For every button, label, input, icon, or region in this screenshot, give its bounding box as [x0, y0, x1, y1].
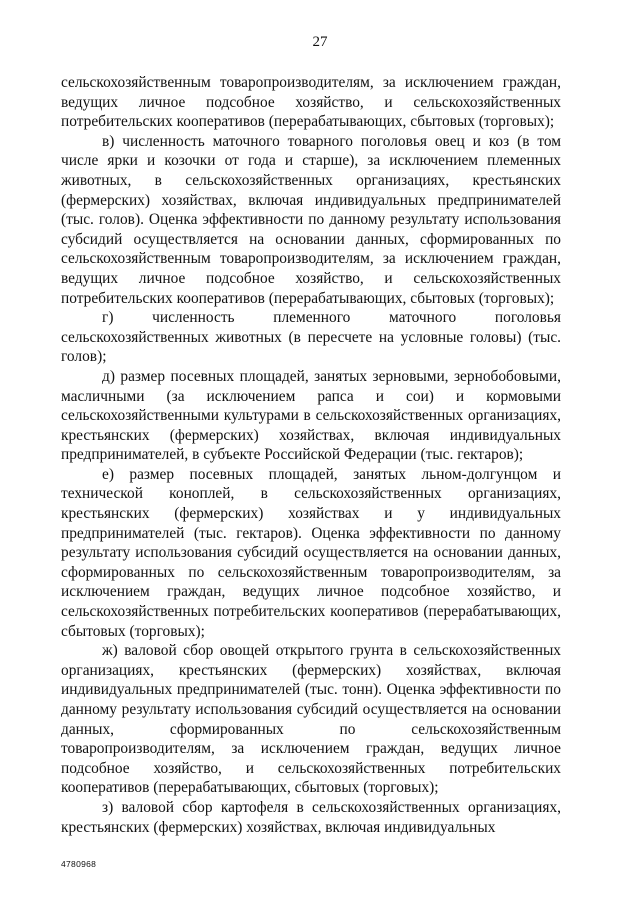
page-number: 27 [312, 34, 328, 50]
document-body [61, 73, 561, 837]
paragraph-continuation: сельскохозяйственным товаропроизводителям, за исключением граждан, ведущих личное подсобное хозяйство, и сельскохозяйственных потребительских кооперативов (перерабатывающих, сбытовых (торговых); [61, 74, 561, 131]
paragraph-item-v: в) численность маточного товарного поголовья овец и коз (в том числе ярки и козочки от года и старше), за исключением племенных животных, в сельскохозяйственных организациях, крестьянских (фермерских) хозяйствах, включая индивидуальных предпринимателей (тыс. голов). Оценка эффективности по данному результату использования субсидий осуществляется на основании данных, сформированных по сельскохозяйственным товаропроизводителям, за исключением граждан, ведущих личное подсобное хозяйство, и сельскохозяйственных потребительских кооперативов (перерабатывающих, сбытовых (торговых); [61, 132, 561, 307]
paragraph-item-z: з) валовой сбор картофеля в сельскохозяйственных организациях, крестьянских (фермерских) хозяйствах, включая индивидуальных [61, 798, 561, 836]
document-id: 4780968 [61, 859, 97, 869]
paragraph-item-e: е) размер посевных площадей, занятых льном-долгунцом и технической коноплей, в сельскохозяйственных организациях, крестьянских (фермерских) хозяйствах и у индивидуальных предпринимателей (тыс. гектаров). Оценка эффективности по данному результату использования субсидий осуществляется на основании данных, сформированных по сельскохозяйственным товаропроизводителям, за исключением граждан, ведущих личное подсобное хозяйство, и сельскохозяйственных потребительских кооперативов (перерабатывающих, сбытовых (торговых); [61, 465, 561, 640]
paragraph-item-d: д) размер посевных площадей, занятых зерновыми, зернобобовыми, масличными (за исключением рапса и сои) и кормовыми сельскохозяйственными культурами в сельскохозяйственных организациях, крестьянских (фермерских) хозяйствах, включая индивидуальных предпринимателей, в субъекте Российской Федерации (тыс. гектаров); [61, 367, 561, 464]
paragraph-item-g: г) численность племенного маточного поголовья сельскохозяйственных животных (в пересчете на условные головы) (тыс. голов); [61, 309, 561, 366]
paragraph-item-zh: ж) валовой сбор овощей открытого грунта в сельскохозяйственных организациях, крестьянских (фермерских) хозяйствах, включая индивидуальных предпринимателей (тыс. тонн). Оценка эффективности по данному результату использования субсидий осуществляется на основании данных, сформированных по сельскохозяйственным товаропроизводителям, за исключением граждан, ведущих личное подсобное хозяйство, и сельскохозяйственных потребительских кооперативов (перерабатывающих, сбытовых (торговых); [61, 642, 561, 797]
